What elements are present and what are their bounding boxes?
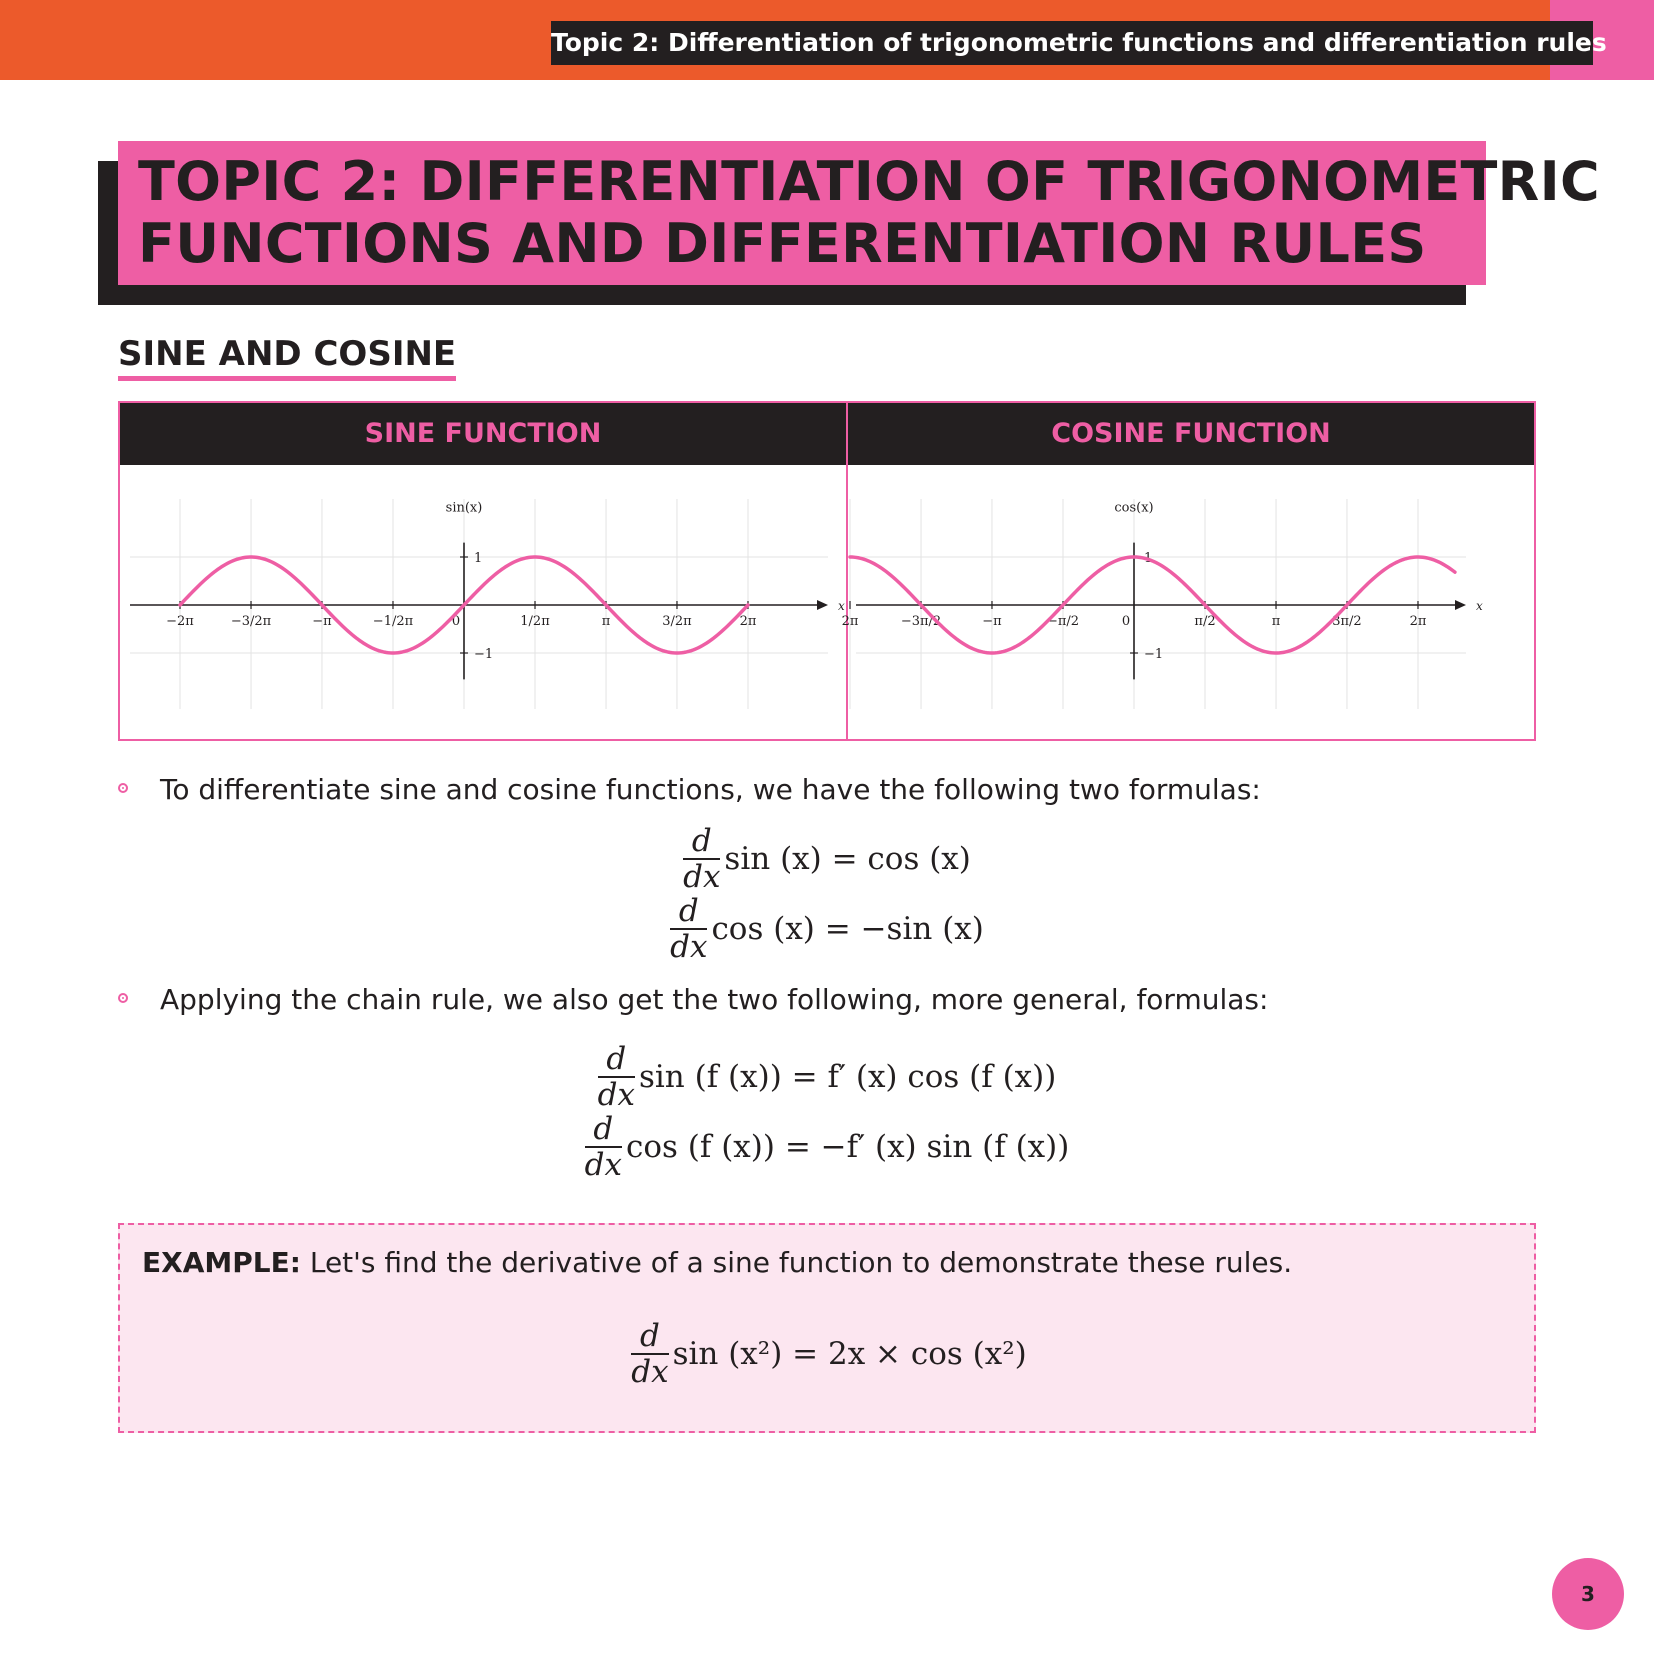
example-description: Let's find the derivative of a sine function to demonstrate these rules. bbox=[300, 1246, 1293, 1279]
x-tick-label: 2π bbox=[841, 614, 859, 629]
running-header-title: Topic 2: Differentiation of trigonometric functions and differentiation rules bbox=[551, 21, 1593, 65]
sine-function-header: SINE FUNCTION bbox=[120, 403, 846, 465]
x-tick-label: −π/2 bbox=[1046, 614, 1080, 629]
x-tick-label: π bbox=[1271, 614, 1281, 629]
section-heading: SINE AND COSINE bbox=[118, 334, 456, 381]
derivative-operator: $\frac{d}{dx}$ bbox=[683, 823, 721, 895]
page-title bbox=[118, 141, 1600, 285]
x-tick-label: 0 bbox=[451, 614, 461, 629]
derivative-operator: $\frac{d}{dx}$ bbox=[631, 1318, 669, 1390]
formula-cos-chain-rule: $\frac{d}{dx}$ cos (f (x)) = −f′ (x) sin (f (x)) bbox=[584, 1111, 1070, 1183]
x-tick-label: −π bbox=[982, 614, 1002, 629]
derivative-operator: $\frac{d}{dx}$ bbox=[597, 1041, 635, 1113]
y-axis-label: sin(x) bbox=[445, 500, 483, 516]
x-tick-label: π/2 bbox=[1194, 614, 1216, 629]
x-tick-label: π bbox=[601, 614, 611, 629]
page-number: 3 bbox=[1552, 1558, 1624, 1630]
x-axis-label: x bbox=[1476, 599, 1483, 613]
formula-sin-derivative: $\frac{d}{dx}$ sin (x) = cos (x) bbox=[683, 823, 971, 895]
bullet-text: Applying the chain rule, we also get the two following, more general, formulas: bbox=[160, 983, 1269, 1016]
example-text bbox=[142, 1245, 1292, 1281]
graph-table bbox=[118, 401, 1536, 741]
page-title-line-2: FUNCTIONS AND DIFFERENTIATION RULES bbox=[138, 212, 1427, 275]
sine-graph bbox=[120, 467, 846, 739]
x-tick-label: 0 bbox=[1121, 614, 1131, 629]
example-box bbox=[118, 1223, 1536, 1433]
derivative-operator: $\frac{d}{dx}$ bbox=[584, 1111, 622, 1183]
x-tick-label: 3π/2 bbox=[1332, 614, 1362, 629]
derivative-operator: $\frac{d}{dx}$ bbox=[670, 893, 708, 965]
x-tick-label: −3π/2 bbox=[900, 614, 942, 629]
x-tick-label: −2π bbox=[166, 614, 194, 629]
y-tick-label: 1 bbox=[474, 551, 483, 566]
formula-sin-chain-rule: $\frac{d}{dx}$ sin (f (x)) = f′ (x) cos (f (x)) bbox=[597, 1041, 1057, 1113]
y-axis-label: cos(x) bbox=[1114, 500, 1154, 516]
x-axis-arrow bbox=[817, 600, 828, 610]
y-tick-label: 1 bbox=[1144, 551, 1153, 566]
example-formula: $\frac{d}{dx}$ sin (x²) = 2x × cos (x²) bbox=[631, 1318, 1027, 1390]
x-tick-label: 2π bbox=[1409, 614, 1427, 629]
y-tick-label: −1 bbox=[474, 647, 494, 662]
bullet-text: To differentiate sine and cosine functions, we have the following two formulas: bbox=[160, 773, 1261, 806]
x-tick-label: 3/2π bbox=[662, 614, 692, 629]
page-title-line-1: TOPIC 2: DIFFERENTIATION OF TRIGONOMETRIC bbox=[138, 150, 1600, 213]
formula-cos-derivative: $\frac{d}{dx}$ cos (x) = −sin (x) bbox=[670, 893, 984, 965]
x-axis-label: x bbox=[838, 599, 845, 613]
x-tick-label: 2π bbox=[739, 614, 757, 629]
y-tick-label: −1 bbox=[1144, 647, 1164, 662]
x-tick-label: 1/2π bbox=[520, 614, 550, 629]
x-axis-arrow bbox=[1455, 600, 1466, 610]
bullet-icon bbox=[118, 783, 128, 793]
example-label: EXAMPLE: bbox=[142, 1246, 301, 1279]
x-tick-label: −3/2π bbox=[230, 614, 272, 629]
cosine-function-header: COSINE FUNCTION bbox=[848, 403, 1534, 465]
x-tick-label: −π bbox=[312, 614, 332, 629]
cosine-graph bbox=[841, 467, 1534, 739]
bullet-icon bbox=[118, 993, 128, 1003]
x-tick-label: −1/2π bbox=[372, 614, 414, 629]
